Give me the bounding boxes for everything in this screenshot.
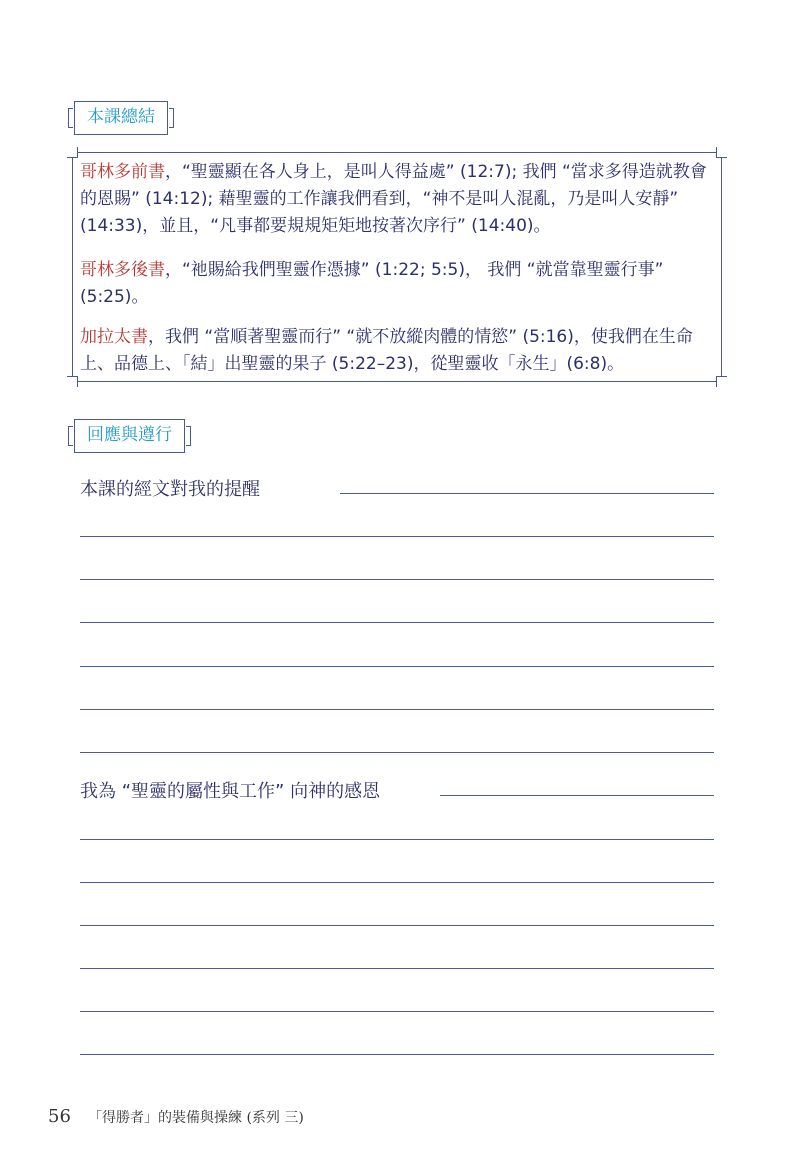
- writing-line[interactable]: [80, 622, 714, 623]
- page-number: 56: [48, 1106, 71, 1127]
- summary-section-title: 本課總結: [74, 101, 168, 135]
- response-section-title: 回應與遵行: [74, 419, 185, 453]
- writing-line[interactable]: [80, 579, 714, 580]
- book-name: 加拉太書: [80, 327, 148, 347]
- corner-ornament: [716, 376, 727, 387]
- paragraph-text: ，“祂賜給我們聖靈作憑據” (1:22; 5:5)， 我們 “就當靠聖靈行事” (5:25)。: [80, 260, 664, 307]
- corner-ornament: [67, 147, 78, 158]
- writing-line[interactable]: [440, 795, 714, 796]
- prompt-scripture-reminder: 本課的經文對我的提醒: [80, 479, 260, 500]
- corner-ornament: [67, 376, 78, 387]
- writing-line[interactable]: [80, 925, 714, 926]
- writing-line[interactable]: [80, 709, 714, 710]
- summary-paragraph-3: [80, 324, 716, 378]
- writing-line[interactable]: [80, 666, 714, 667]
- paragraph-text: ，“聖靈顯在各人身上，是叫人得益處” (12:7); 我們 “當求多得造就教會的恩賜” (14:12); 藉聖靈的工作讓我們看到，“神不是叫人混亂，乃是叫人安靜” (14:33)，並且，“凡事都要規規矩矩地按著次序行” (14:40)。: [80, 162, 707, 236]
- page-footer: [48, 1106, 304, 1127]
- summary-paragraph-2: [80, 257, 716, 311]
- writing-line[interactable]: [80, 882, 714, 883]
- book-name: 哥林多前書: [80, 162, 165, 182]
- paragraph-text: ，我們 “當順著聖靈而行” “就不放縱肉體的情慾” (5:16)，使我們在生命上、品德上、「結」出聖靈的果子 (5:22–23)，從聖靈收「永生」(6:8)。: [80, 327, 693, 374]
- writing-line[interactable]: [80, 1054, 714, 1055]
- writing-line[interactable]: [80, 752, 714, 753]
- book-title: 「得勝者」的裝備與操練 (系列 三): [88, 1110, 304, 1126]
- writing-line[interactable]: [80, 968, 714, 969]
- prompt-thanksgiving: 我為 “聖靈的屬性與工作” 向神的感恩: [80, 781, 381, 802]
- writing-line[interactable]: [80, 536, 714, 537]
- writing-line[interactable]: [80, 839, 714, 840]
- writing-line[interactable]: [340, 493, 714, 494]
- corner-ornament: [716, 147, 727, 158]
- writing-line[interactable]: [80, 1011, 714, 1012]
- book-name: 哥林多後書: [80, 260, 165, 280]
- summary-paragraph-1: [80, 159, 716, 240]
